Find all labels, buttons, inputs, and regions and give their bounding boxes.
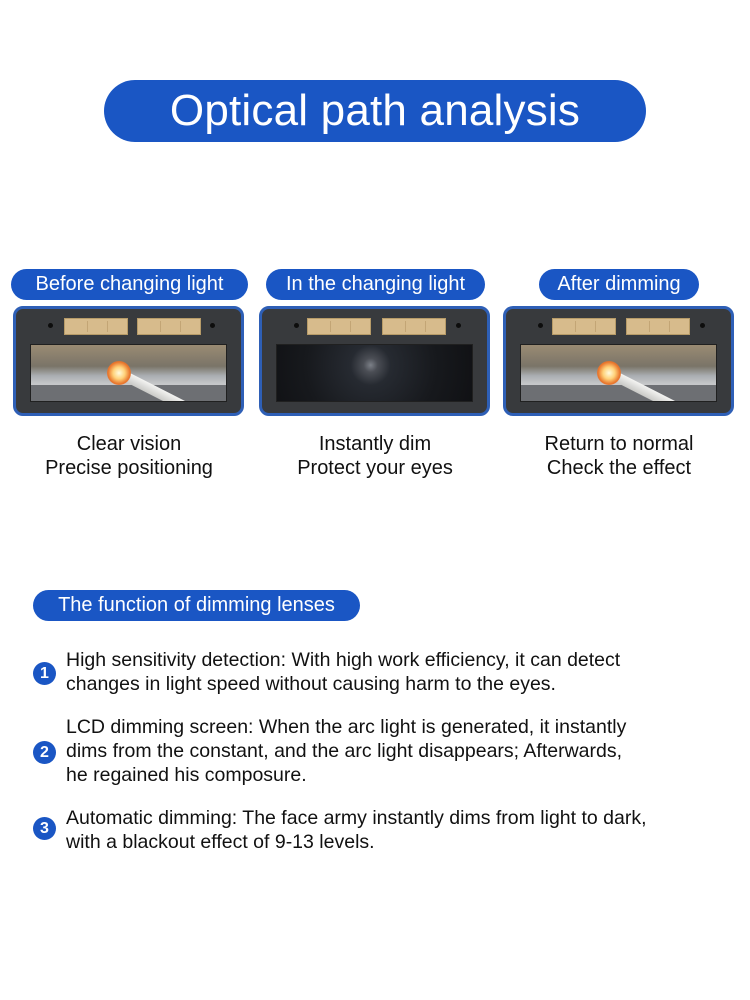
caption-line: Precise positioning	[45, 457, 213, 479]
solar-cell-icon	[307, 318, 371, 335]
screw-icon	[210, 323, 215, 328]
lens-illustration-before	[13, 306, 244, 416]
stage-label-after: After dimming	[539, 269, 699, 300]
lens-illustration-after	[503, 306, 734, 416]
screw-icon	[456, 323, 461, 328]
feature-line: Automatic dimming: The face army instantly dims from light to dark,	[66, 807, 647, 829]
caption-line: Return to normal	[544, 433, 694, 455]
stage-label-before: Before changing light	[11, 269, 248, 300]
feature-text	[66, 806, 647, 854]
welding-view-dark	[276, 344, 473, 402]
screw-icon	[294, 323, 299, 328]
welding-view-bright	[30, 344, 227, 402]
solar-cell-icon	[382, 318, 446, 335]
solar-cell-icon	[137, 318, 201, 335]
feature-text	[66, 648, 620, 696]
section-title: The function of dimming lenses	[33, 590, 360, 621]
solar-cell-icon	[64, 318, 128, 335]
caption-line: Clear vision	[76, 433, 182, 455]
feature-line: dims from the constant, and the arc light disappears; Afterwards,	[66, 740, 623, 762]
welding-arc-icon	[597, 361, 621, 385]
feature-text	[66, 715, 626, 787]
screw-icon	[48, 323, 53, 328]
stage-caption-during	[260, 432, 490, 480]
caption-line: Instantly dim	[318, 433, 432, 455]
caption-line: Check the effect	[546, 457, 692, 479]
feature-line: with a blackout effect of 9-13 levels.	[66, 831, 375, 853]
solar-cell-icon	[552, 318, 616, 335]
welding-view-bright	[520, 344, 717, 402]
feature-line: LCD dimming screen: When the arc light is generated, it instantly	[66, 716, 627, 738]
screw-icon	[700, 323, 705, 328]
stage-caption-before	[14, 432, 244, 480]
feature-line: High sensitivity detection: With high work efficiency, it can detect	[66, 649, 621, 671]
feature-line: he regained his composure.	[66, 764, 307, 786]
welding-arc-icon	[107, 361, 131, 385]
page-title: Optical path analysis	[104, 80, 646, 142]
stage-label-during: In the changing light	[266, 269, 485, 300]
number-badge-icon: 3	[33, 817, 56, 840]
feature-line: changes in light speed without causing harm to the eyes.	[66, 673, 556, 695]
lens-illustration-during	[259, 306, 490, 416]
number-badge-icon: 1	[33, 662, 56, 685]
caption-line: Protect your eyes	[297, 457, 453, 479]
number-badge-icon: 2	[33, 741, 56, 764]
solar-cell-icon	[626, 318, 690, 335]
screw-icon	[538, 323, 543, 328]
stage-caption-after	[504, 432, 734, 480]
